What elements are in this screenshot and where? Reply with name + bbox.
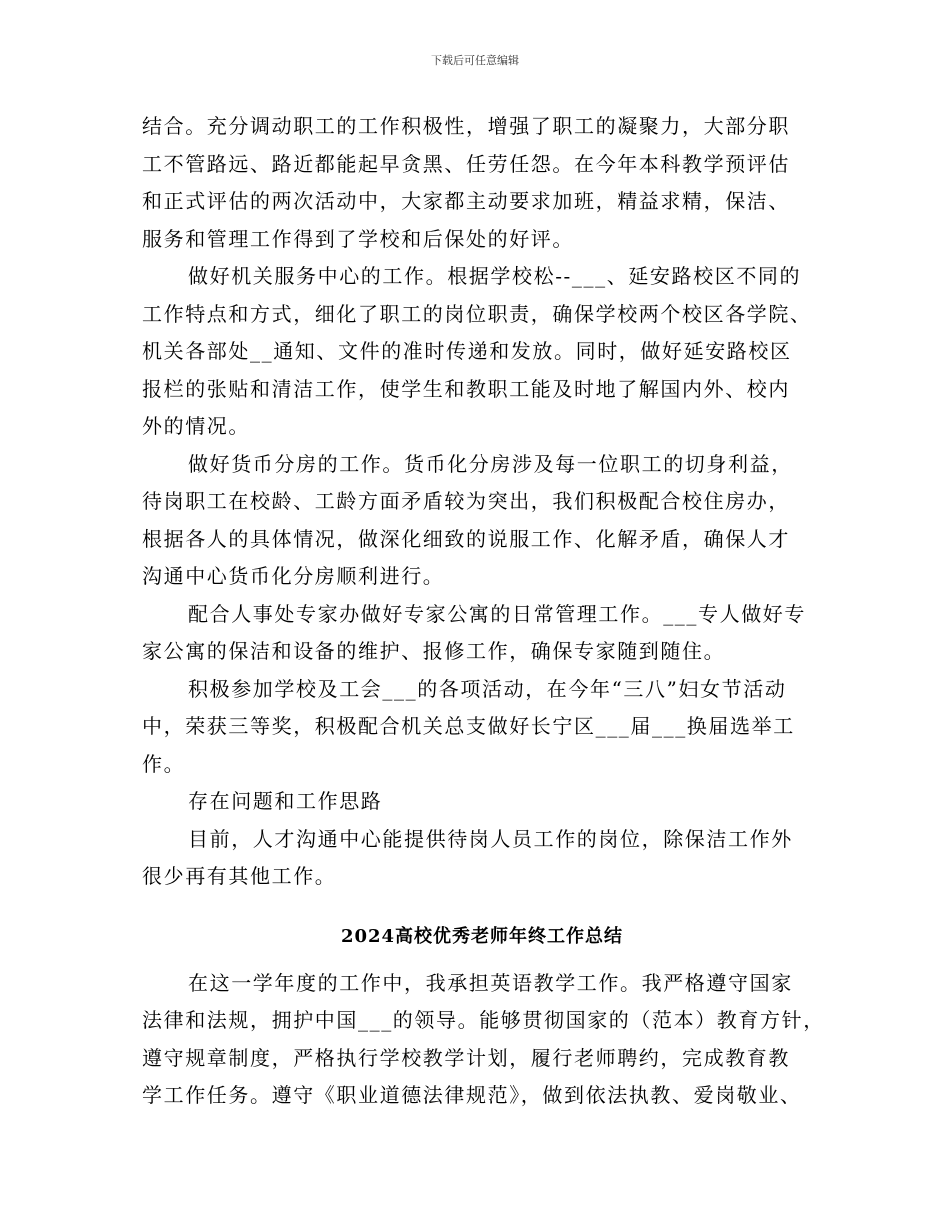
paragraph-start: 在这一学年度的工作中，我承担英语教学工作。我严格遵守国家 <box>188 970 793 995</box>
paragraph-start: 做好货币分房的工作。货币化分房涉及每一位职工的切身利益， <box>188 451 793 476</box>
text-line: 和正式评估的两次活动中，大家都主动要求加班，精益求精，保洁、 <box>142 189 790 213</box>
text-line: 学工作任务。遵守《职业道德法律规范》，做到依法执教、爱岗敬业、 <box>142 1083 802 1107</box>
text-line: 服务和管理工作得到了学校和后保处的好评。 <box>142 226 574 251</box>
paragraph-start: 积极参加学校及工会___的各项活动，在今年“三八”妇女节活动 <box>188 676 787 701</box>
paragraph-start: 做好机关服务中心的工作。根据学校松--___、延安路校区不同的 <box>188 264 802 288</box>
text-line: 沟通中心货币化分房顺利进行。 <box>142 564 445 588</box>
text-line: 法律和法规，拥护中国___的领导。能够贯彻国家的（范本）教育方针， <box>142 1008 825 1032</box>
text-line: 报栏的张贴和清洁工作，使学生和教职工能及时地了解国内外、校内 <box>142 376 790 401</box>
paragraph-start: 配合人事处专家办做好专家公寓的日常管理工作。___专人做好专 <box>188 601 806 626</box>
text-line: 待岗职工在校龄、工龄方面矛盾较为突出，我们积极配合校住房办， <box>142 489 790 513</box>
text-line: 根据各人的具体情况，做深化细致的说服工作、化解矛盾，确保人才 <box>142 526 790 551</box>
text-line: 很少再有其他工作。 <box>142 864 337 888</box>
text-line: 机关各部处__通知、文件的准时传递和发放。同时，做好延安路校区 <box>142 339 792 363</box>
text-line: 家公寓的保洁和设备的维护、报修工作，确保专家随到随住。 <box>142 639 726 663</box>
document-body <box>142 108 825 1115</box>
text-line: 外的情况。 <box>142 414 250 438</box>
document-title: 2024高校优秀老师年终工作总结 <box>340 925 624 947</box>
text-line: 中，荣获三等奖，积极配合机关总支做好长宁区___届___换届选举工 <box>142 714 795 738</box>
paragraph-start: 目前，人才沟通中心能提供待岗人员工作的岗位，除保洁工作外 <box>188 826 793 851</box>
page-header: 下载后可任意编辑 <box>431 54 519 67</box>
text-line: 作。 <box>142 751 186 776</box>
text-line: 工不管路远、路近都能起早贪黑、任劳任怨。在今年本科教学预评估 <box>142 151 790 176</box>
text-line: 结合。充分调动职工的工作积极性，增强了职工的凝聚力，大部分职 <box>142 114 790 138</box>
section-subheading: 存在问题和工作思路 <box>188 789 383 813</box>
text-line: 工作特点和方式，细化了职工的岗位职责，确保学校两个校区各学院、 <box>142 301 812 326</box>
text-line: 遵守规章制度，严格执行学校教学计划，履行老师聘约，完成教育教 <box>142 1045 790 1070</box>
